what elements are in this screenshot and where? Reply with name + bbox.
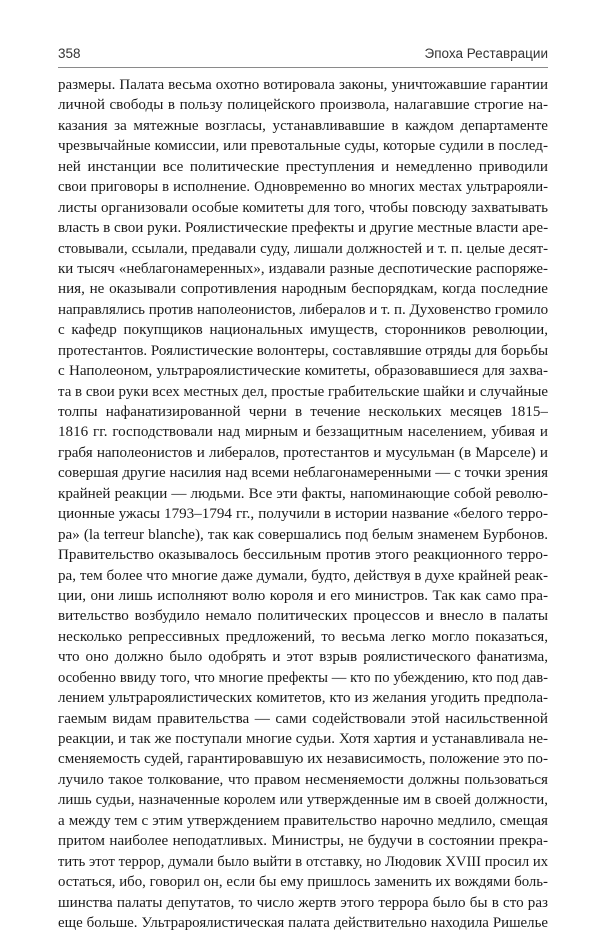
text-line: лением ультрароялистических комитетов, кто из желания угодить предпола- — [58, 690, 548, 707]
text-line: ции, они лишь исполняют волю короля и его министров. Так как само пра- — [58, 587, 548, 604]
text-line: совершая другие насилия над всеми неблагонамеренными — с точки зрения — [58, 465, 548, 482]
text-line: гаемым видам правительства — сами содействовали этой насильственной — [58, 710, 548, 727]
text-line: стовывали, ссылали, предавали суду, лишали должностей и т. п. целые десят- — [58, 240, 548, 257]
text-line: ния, не оказывали сопротивления народным беспорядкам, когда последние — [58, 281, 548, 298]
text-line: что оно должно было одобрять и этот взрыв роялистического фанатизма, — [58, 649, 548, 666]
text-line: особенно ввиду того, что многие префекты — кто по убеждению, кто под дав- — [58, 669, 548, 686]
text-line: та в свои руки всех местных дел, простые грабительские шайки и случайные — [58, 383, 548, 400]
text-line: ки тысяч «неблагонамеренных», издавали разные деспотические распоряже- — [58, 260, 548, 277]
text-line: личной свободы в пользу полицейского произвола, налагавшие строгие на- — [58, 97, 548, 114]
text-line: чрезвычайные комиссии, или превотальные суды, которые судили в послед- — [58, 138, 548, 155]
text-line: реакции, и так же поступали многие судьи. Хотя хартия и устанавливала не- — [58, 731, 548, 747]
text-line: с Наполеоном, ультрароялистические комитеты, образовавшиеся для захва- — [58, 363, 548, 380]
text-line: грабя наполеонистов и либералов, протестантов и мусульман (в Марселе) и — [58, 444, 548, 461]
text-line: толпы нафанатизированной черни в течение нескольких месяцев 1815– — [58, 404, 548, 420]
header-rule — [58, 67, 548, 68]
text-line: с кафедр покупщиков национальных имуществ, сторонников революции, — [58, 322, 548, 339]
text-line: тить этот террор, думали было выйти в отставку, но Людовик XVIII просил их — [58, 853, 548, 870]
text-line: ра» (la terreur blanche), так как совершались под белым знаменем Бурбонов. — [58, 526, 548, 543]
page-number: 358 — [58, 46, 81, 61]
text-line: шинства палаты депутатов, то число жертв этого террора было бы в сто раз — [58, 894, 548, 911]
text-line: а между тем с этим утверждением правительство нарочно медлило, смещая — [58, 812, 548, 829]
text-line: размеры. Палата весьма охотно вотировала законы, уничтожавшие гарантии — [58, 77, 548, 93]
text-line: ционные ужасы 1793–1794 гг., получили в истории название «белого терро- — [58, 506, 548, 523]
text-line: листы организовали особые комитеты для того, чтобы повсюду захватывать — [58, 199, 548, 216]
text-line: лучило такое толкование, что правом несменяемости должны пользоваться — [58, 771, 548, 788]
text-line: ра, тем более что многие даже думали, будто, действуя в духе крайней реак- — [58, 567, 548, 584]
text-line: протестантов. Роялистические волонтеры, составлявшие отряды для борьбы — [58, 342, 548, 359]
text-line: власть в свои руки. Роялистические префекты и другие местные власти аре- — [58, 220, 548, 237]
text-line: казания за мятежные возгласы, устанавливавшие в каждом департаменте — [58, 117, 548, 134]
text-line: остаться, ибо, говорил он, если бы ему пришлось заменить их вождями боль- — [58, 874, 548, 891]
text-line: 1816 гг. господствовали над мирным и беззащитным населением, убивая и — [58, 424, 548, 441]
body-text — [58, 75, 548, 933]
text-line: несколько репрессивных предложений, то весьма легко могло показаться, — [58, 628, 548, 645]
text-line: ней инстанции все политические преступления и немедленно приводили — [58, 158, 548, 175]
text-line: Правительство оказывалось бессильным против этого реакционного терро- — [58, 547, 548, 564]
running-header — [58, 46, 548, 64]
text-line: еще больше. Ультрароялистическая палата действительно находила Ришелье — [58, 914, 548, 931]
text-line: лишь судьи, назначенные королем или утвержденные им в своей должности, — [58, 792, 548, 809]
running-title: Эпоха Реставрации — [424, 46, 548, 61]
text-line: крайней реакции — людьми. Все эти факты, напоминающие собой револю- — [58, 485, 548, 502]
text-line: сменяемость судей, гарантировавшую их независимость, положение это по- — [58, 751, 548, 768]
text-line: притом наиболее неподатливых. Министры, не будучи в состоянии прекра- — [58, 833, 548, 850]
text-line: направлялись против наполеонистов, либералов и т. п. Духовенство громило — [58, 301, 548, 318]
text-line: свои приговоры в исполнение. Одновременно во многих местах ультрарояли- — [58, 179, 548, 196]
text-line: вительство возбудило немало политических процессов и внесло в палаты — [58, 608, 548, 625]
